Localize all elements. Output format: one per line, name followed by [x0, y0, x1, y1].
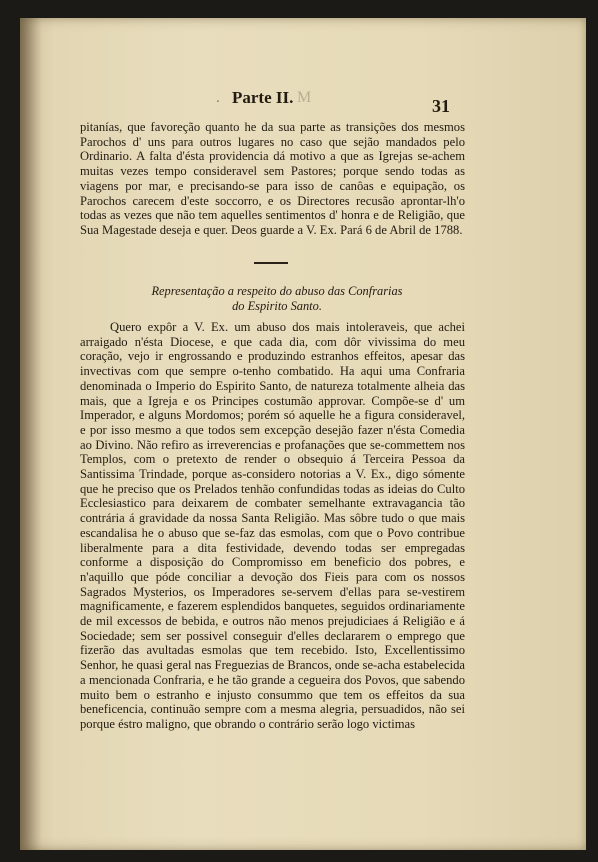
section-body: [80, 320, 465, 732]
page-gutter-shadow: [20, 18, 42, 850]
section-heading: [112, 284, 442, 313]
section-heading-line-1: Representação a respeito do abuso das Confrarias: [151, 284, 403, 298]
bleed-through-mark: .: [216, 90, 220, 106]
paragraph-text: pitanías, que favoreção quanto he da sua parte as transições dos mesmos Parochos d' uns para outros lugares no caso que sejão mandados pelo Ordinario. A falta d'ésta providencia dá motivo a que as Igrejas se-achem muitas vezes tempo consideravel sem Pastores; porque sendo todas as viagens por mar, e precisando-se para isso de canôas e equipação, os Parochos carecem d'este soccorro, e os Directores recusão aprontar-lh'o todas as vezes que não tem aquelles sentimentos d' honra e de Religião, que Sua Magestade deseja e quer. Deos guarde a V. Ex. Pará 6 de Abril de 1788.: [80, 120, 465, 237]
bleed-through-letter: M: [297, 89, 313, 106]
paragraph-continuation: [80, 120, 465, 238]
paragraph-text: Quero expôr a V. Ex. um abuso dos mais intoleraveis, que achei arraigado n'ésta Diocese, e que cada dia, com dôr vivissima do meu coração, vejo ir engrossando e produzindo estranhos effeitos, apesar das invectivas com que sempre o-tenho combatido. Ha aqui uma Confraria denominada o Imperio do Espirito Santo, de natureza totalmente alheia das mais, que a Igreja e os Principes costumão approvar. Compõe-se d' um Imperador, e alguns Mordomos; porém só aquelle he a figura consideravel, e por isso mesmo a que todos sem excepção desejão fazer n'ésta Comedia ao Divino. Não refiro as irreverencias e profanações que se-commettem nos Templos, com o pretexto de render o obsequio á Terceira Pessoa da Santissima Trindade, porque as-considero notorias a V. Ex., digo sómente que he preciso que os Prelados tenhão confundidas todas as ideias do Culto Ecclesiastico para deixarem de combater semelhante extravagancia tão contrária á gravidade da nossa Santa Religião. Mas sôbre tudo o que mais escandalisa he o abuso que se-faz das esmolas, com que o Povo contribue liberalmente para a dita festividade, devendo todas ser empregadas conforme a disposição do Compromisso em beneficio dos pobres, e n'aquillo que póde conciliar a devoção dos Fieis para com os nossos Sagrados Mysterios, os Imperadores se-servem d'ellas para se-vestirem magnificamente, e fazerem esplendidos banquetes, seguidos ordinariamente de mil excessos de bebida, e outros não menos prejudiciaes á Religião e á Sociedade; sem ser possivel conseguir d'elles declararem o emprego que fizerão das avultadas esmolas que tem recebido. Isto, Excellentissimo Senhor, he quasi geral nas Freguezias de Brancos, onde se-acha estabelecida a mencionada Confraria, e he tão grande a cegueira dos Povos, que sabendo muito bem o estranho e injusto consummo que tem os effeitos da sua beneficencia, continuão sempre com a mesma alegria, persuadidos, não sei porque éstro maligno, que obrando o contrário serão logo victimas: [80, 320, 465, 731]
section-divider: [254, 262, 288, 264]
page-number: 31: [432, 96, 450, 116]
running-head: Parte II.: [232, 88, 294, 107]
section-heading-line-2: do Espirito Santo.: [232, 298, 322, 313]
